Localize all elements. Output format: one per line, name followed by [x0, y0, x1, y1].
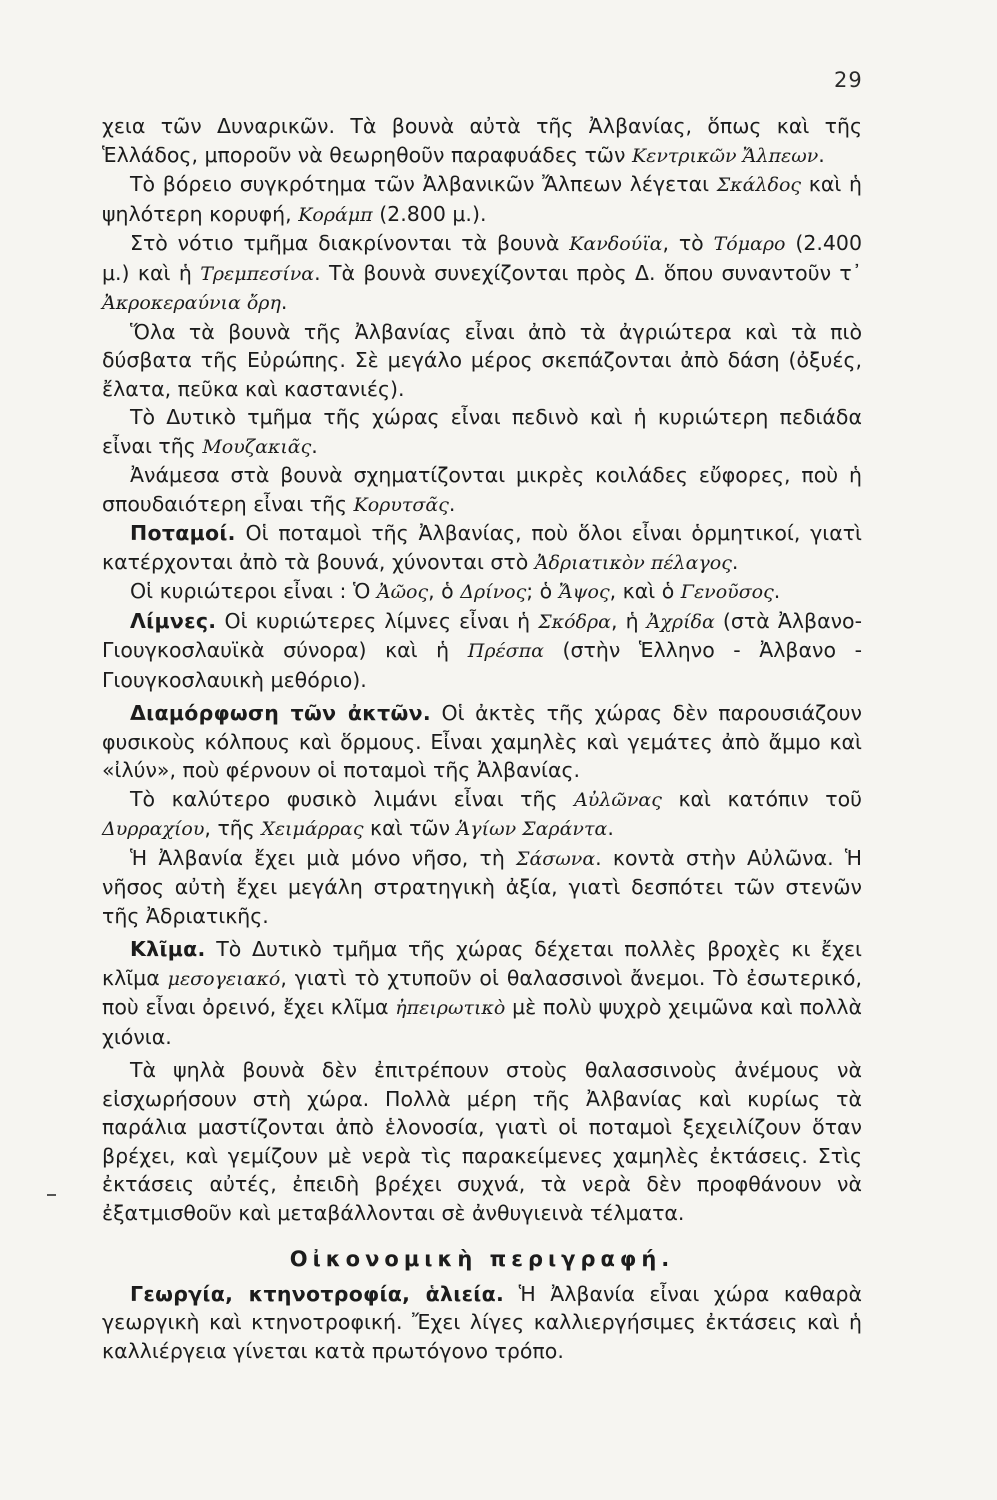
paragraph-3: Στὸ νότιο τμῆμα διακρίνονται τὰ βουνὰ Κανδούϊα, τὸ Τόμαρο (2.400 μ.) καὶ ἡ Τρεμπεσίνα. Τὰ βουνὰ συνεχίζονται πρὸς Δ. ὅπου συναντοῦν τ᾿ Ἀκροκεραύνια ὄρη.	[102, 231, 863, 314]
lakes-heading: Λίμνες.	[130, 608, 217, 633]
section-title: Οἰκονομικὴ περιγραφή.	[289, 1247, 675, 1271]
paragraph-1: χεια τῶν Δυναρικῶν. Τὰ βουνὰ αὐτὰ τῆς Ἀλβανίας, ὅπως καὶ τῆς Ἑλλάδος, μποροῦν νὰ θεωρηθοῦν παραφυάδες τῶν Κεντρικῶν Ἄλπεων.	[102, 114, 862, 167]
paragraph-climate: Κλῖμα. Τὸ Δυτικὸ τμῆμα τῆς χώρας δέχεται πολλὲς βροχὲς κι ἔχει κλῖμα μεσογειακό, γιατὶ τὸ χτυποῦν οἱ θαλασσινοὶ ἄνεμοι. Τὸ ἐσωτερικό, ποὺ εἶναι ὀρεινό, ἔχει κλῖμα ἠπειρωτικὸ μὲ πολὺ ψυχρὸ χειμῶνα καὶ πολλὰ χιόνια.	[102, 937, 862, 1049]
paragraph-8: Οἱ κυριώτεροι εἶναι : Ὁ Ἀῶος, ὁ Δρίνος; ὁ Ἄψος, καὶ ὁ Γενοῦσος.	[130, 579, 781, 603]
climate-heading: Κλῖμα.	[130, 937, 206, 961]
paragraph-6: Ἀνάμεσα στὰ βουνὰ σχηματίζονται μικρὲς κοιλάδες εὔφορες, ποὺ ἡ σπουδαιότερη εἶναι τῆς Κορυτσᾶς.	[102, 463, 862, 516]
paragraph-lakes: Λίμνες. Οἱ κυριώτερες λίμνες εἶναι ἡ Σκόδρα, ἡ Ἀχρίδα (στὰ Ἀλβανο-Γιουγκοσλαυϊκὰ σύνορα) καὶ ἡ Πρέσπα (στὴν Ἑλληνο - Ἀλβανο - Γιουγκοσλαυικὴ μεθόριο).	[102, 608, 862, 692]
paragraph-4: Ὅλα τὰ βουνὰ τῆς Ἀλβανίας εἶναι ἀπὸ τὰ ἀγριώτερα καὶ τὰ πιὸ δύσβατα τῆς Εὐρώπης. Σὲ μεγάλο μέρος σκεπάζονται ἀπὸ δάση (ὀξυές, ἔλατα, πεῦκα καὶ καστανιές).	[102, 319, 862, 401]
paragraph-11: Τὸ καλύτερο φυσικὸ λιμάνι εἶναι τῆς Αὐλῶνας καὶ κατόπιν τοῦ Δυρραχίου, τῆς Χειμάρρας καὶ τῶν Ἁγίων Σαράντα.	[102, 786, 862, 840]
margin-mark	[47, 1194, 56, 1196]
paragraph-5: Τὸ Δυτικὸ τμῆμα τῆς χώρας εἶναι πεδινὸ καὶ ἡ κυριώτερη πεδιάδα εἶναι τῆς Μουζακιᾶς.	[102, 405, 862, 458]
paragraph-coasts: Διαμόρφωση τῶν ἀκτῶν. Οἱ ἀκτὲς τῆς χώρας δὲν παρουσιάζουν φυσικοὺς κόλπους καὶ ὅρμους. Εἶναι χαμηλὲς καὶ γεμάτες ἀπὸ ἄμμο καὶ «ἰλύν», ποὺ φέρνουν οἱ ποταμοὶ τῆς Ἀλβανίας.	[102, 701, 862, 782]
paragraph-agriculture: Γεωργία, κτηνοτροφία, ἁλιεία. Ἡ Ἀλβανία εἶναι χώρα καθαρὰ γεωργικὴ καὶ κτηνοτροφική. Ἔχει λίγες καλλιεργήσιμες ἐκτάσεις καὶ ἡ καλλιέργεια γίνεται κατὰ πρωτόγονο τρόπο.	[102, 1281, 862, 1363]
paragraph-12: Ἡ Ἀλβανία ἔχει μιὰ μόνο νῆσο, τὴ Σάσωνα. κοντὰ στὴν Αὐλῶνα. Ἡ νῆσος αὐτὴ ἔχει μεγάλη στρατηγικὴ ἀξία, γιατὶ δεσπότει τῶν στενῶν τῆς Ἀδριατικῆς.	[102, 845, 862, 928]
paragraph-2: Τὸ βόρειο συγκρότημα τῶν Ἀλβανικῶν Ἄλπεων λέγεται Σκάλδος καὶ ἡ ψηλότερη κορυφή, Κοράμπ (2.800 μ.).	[102, 172, 862, 226]
body-text	[102, 112, 862, 1365]
page-number: 29	[834, 68, 863, 92]
rivers-heading: Ποταμοί.	[130, 521, 236, 545]
coasts-heading: Διαμόρφωση τῶν ἀκτῶν.	[130, 701, 431, 725]
paragraph-14: Τὰ ψηλὰ βουνὰ δὲν ἐπιτρέπουν στοὺς θαλασσινοὺς ἀνέμους νὰ εἰσχωρήσουν στὴ χώρα. Πολλὰ μέρη τῆς Ἀλβανίας καὶ κυρίως τὰ παράλια μαστίζονται ἀπὸ ἑλονοσία, γιατὶ οἱ ποταμοὶ ξεχειλίζουν ὅταν βρέχει, καὶ γεμίζουν μὲ νερὰ τὶς παρακείμενες χαμηλὲς ἐκτάσεις. Στὶς ἐκτάσεις αὐτές, ἐπειδὴ βρέχει συχνά, τὰ νερὰ δὲν προφθάνουν νὰ ἐξατμισθοῦν καὶ μεταβάλλονται σὲ ἀνθυγιεινὰ τέλματα.	[102, 1058, 862, 1225]
agriculture-heading: Γεωργία, κτηνοτροφία, ἁλιεία.	[130, 1281, 505, 1306]
paragraph-rivers: Ποταμοί. Οἱ ποταμοὶ τῆς Ἀλβανίας, ποὺ ὅλοι εἶναι ὁρμητικοί, γιατὶ κατέρχονται ἀπὸ τὰ βουνά, χύνονται στὸ Ἀδριατικὸν πέλαγος.	[102, 521, 862, 574]
